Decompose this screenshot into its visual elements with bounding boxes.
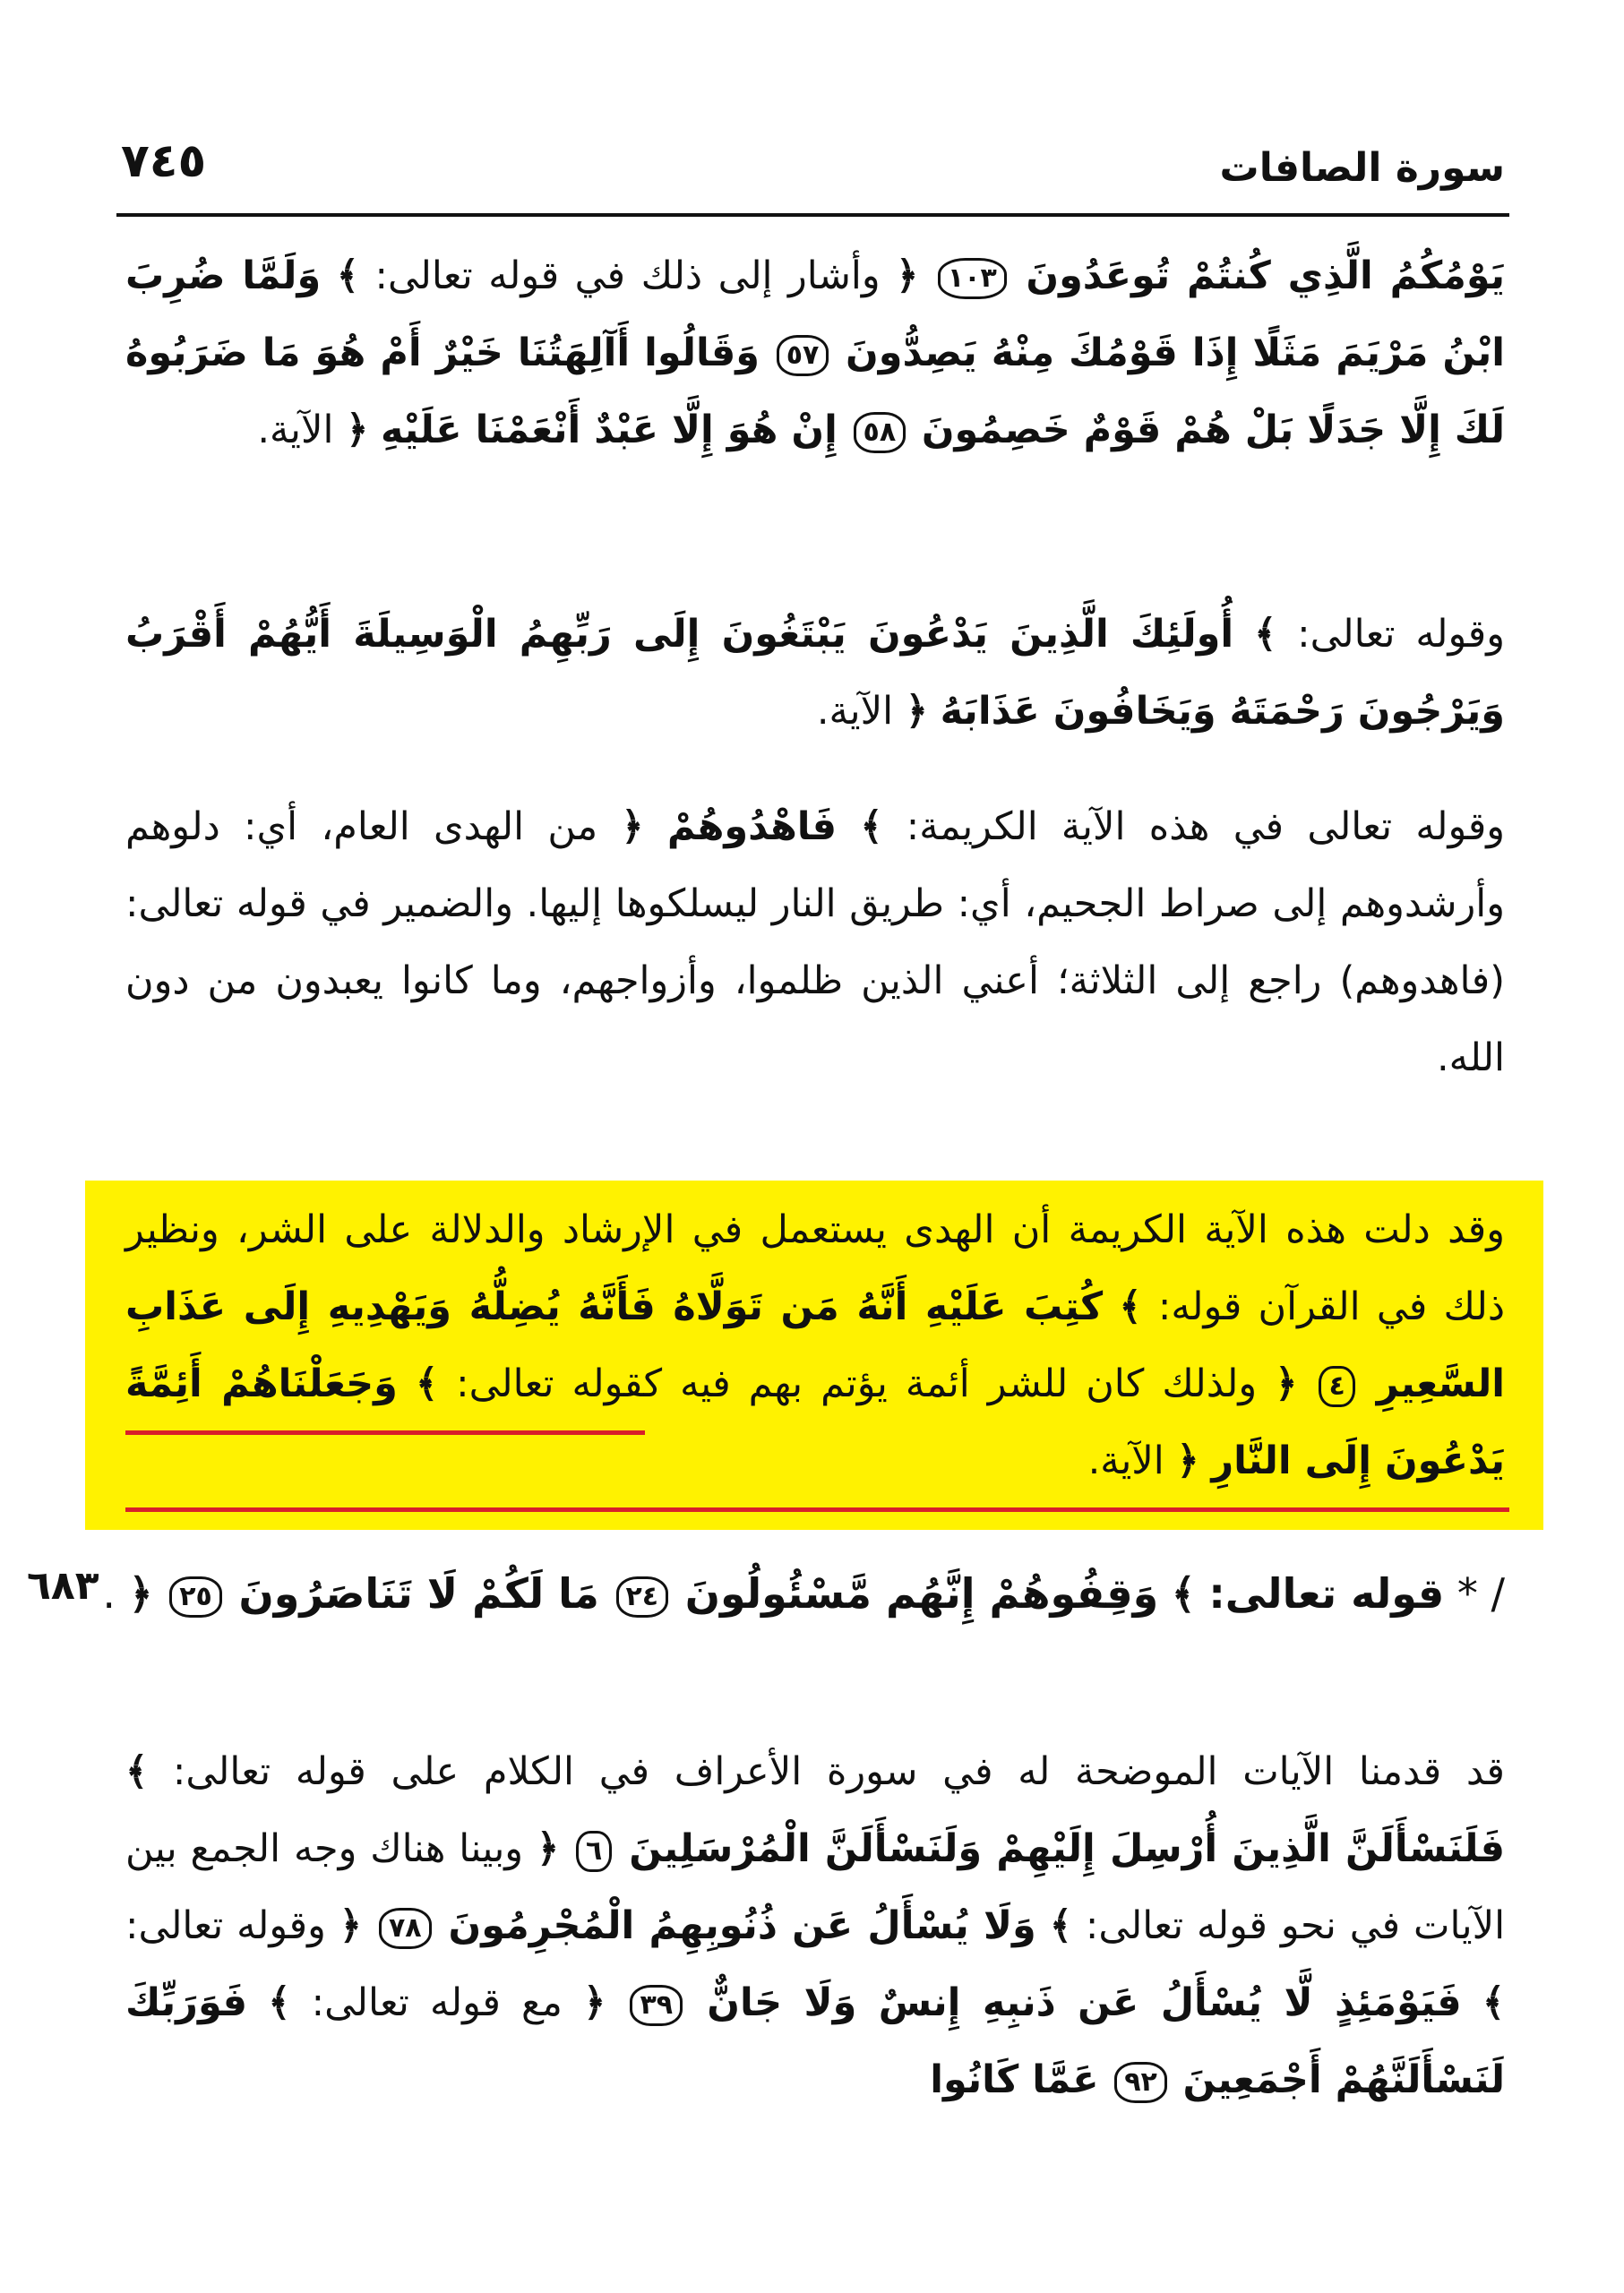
verse-close-bracket: ﴿ bbox=[536, 1826, 560, 1871]
commentary-text: الآية. bbox=[1087, 1438, 1164, 1483]
heading-lead: قوله تعالى: bbox=[1208, 1569, 1445, 1618]
heading-slash: / bbox=[1491, 1569, 1505, 1618]
quran-verse: وَقِفُوهُمْ إِنَّهُم مَّسْئُولُونَ bbox=[684, 1569, 1159, 1618]
quran-verse: فَيَوْمَئِذٍ لَّا يُسْأَلُ عَن ذَنبِهِ إِنسٌ وَلَا جَانٌّ bbox=[707, 1980, 1462, 2025]
quran-verse: مَا لَكُمْ لَا تَنَاصَرُونَ bbox=[238, 1569, 599, 1618]
quran-verse: وَجَعَلْنَاهُمْ أَئِمَّةً يَدْعُونَ إِلَى النَّارِ bbox=[125, 1361, 1505, 1483]
header-divider bbox=[116, 213, 1509, 217]
quran-verse: إِنْ هُوَ إِلَّا عَبْدٌ أَنْعَمْنَا عَلَيْهِ bbox=[381, 408, 838, 452]
quran-verse: وَلَا يُسْأَلُ عَن ذُنُوبِهِمُ الْمُجْرِمُونَ bbox=[448, 1903, 1036, 1948]
ayah-number-marker: ٢٥ bbox=[169, 1576, 222, 1618]
commentary-text: من الهدى العام، أي: دلوهم وأرشدوهم إلى صراط الجحيم، أي: طريق النار ليسلكوها إليها. والضمير في قوله تعالى: (فاهدوهم) راجع إلى الثلاثة؛ أعني الذين ظلموا، وأزواجهم، وما كانوا يعبدون من دون الله. bbox=[125, 804, 1505, 1080]
commentary-text: ولذلك كان للشر أئمة يؤتم بهم فيه كقوله تعالى: bbox=[456, 1361, 1258, 1406]
ayah-number-marker: ٥٨ bbox=[854, 412, 907, 453]
verse-close-bracket: ﴿ bbox=[339, 1903, 362, 1948]
ayah-number-marker: ٤ bbox=[1319, 1366, 1354, 1407]
verse-open-bracket: ﴾ bbox=[1049, 1903, 1072, 1948]
quran-verse: يَوْمُكُمُ الَّذِي كُنتُمْ تُوعَدُونَ bbox=[1026, 253, 1506, 298]
paragraph-2 bbox=[125, 596, 1505, 750]
verse-close-bracket: ﴿ bbox=[1176, 1438, 1199, 1483]
paragraph-5 bbox=[125, 1733, 1505, 2118]
verse-close-bracket: ﴿ bbox=[1275, 1361, 1298, 1406]
quran-verse: فَاهْدُوهُمْ bbox=[666, 804, 838, 849]
verse-open-bracket: ﴾ bbox=[336, 253, 359, 298]
verse-close-bracket: ﴿ bbox=[905, 689, 928, 734]
quran-verse: أُولَئِكَ الَّذِينَ يَدْعُونَ يَبْتَغُونَ إِلَى رَبِّهِمُ الْوَسِيلَةَ أَيُّهُمْ أَقْرَبُ وَيَرْجُونَ رَحْمَتَهُ وَيَخَافُونَ عَذَابَهُ bbox=[125, 612, 1505, 734]
page-header bbox=[121, 134, 1505, 206]
commentary-text: وقد دلت هذه الآية الكريمة أن الهدى يستعمل في الإرشاد والدلالة على الشر، ونظير ذلك في القرآن قوله: bbox=[125, 1207, 1506, 1329]
verse-open-bracket: ﴾ bbox=[415, 1361, 439, 1406]
paragraph-1 bbox=[125, 237, 1505, 468]
verse-close-bracket: ﴿ bbox=[896, 253, 919, 298]
quran-verse: وَلَمَّا ضُرِبَ ابْنُ مَرْيَمَ مَثَلًا إِذَا قَوْمُكَ مِنْهُ يَصِدُّونَ bbox=[125, 253, 1506, 375]
verse-open-bracket: ﴾ bbox=[268, 1980, 291, 2025]
quran-verse: كُتِبَ عَلَيْهِ أَنَّهُ مَن تَوَلَّاهُ فَأَنَّهُ يُضِلُّهُ وَيَهْدِيهِ إِلَى عَذَابِ السَّعِيرِ bbox=[125, 1284, 1505, 1406]
commentary-text: مع قوله تعالى: bbox=[311, 1980, 563, 2025]
red-underline bbox=[125, 1430, 645, 1435]
ayah-number-marker: ٦ bbox=[576, 1831, 612, 1872]
verse-close-bracket: ﴿ bbox=[621, 804, 644, 849]
quran-verse: وَقَالُوا أَآلِهَتُنَا خَيْرٌ أَمْ هُوَ مَا ضَرَبُوهُ لَكَ إِلَّا جَدَلًا بَلْ هُمْ قَوْمٌ خَصِمُونَ bbox=[125, 331, 1505, 452]
verse-close-bracket: ﴿ bbox=[583, 1980, 606, 2025]
verse-open-bracket: ﴾ bbox=[125, 1749, 149, 1794]
verse-open-bracket: ﴾ bbox=[1119, 1284, 1142, 1329]
commentary-text: الآية. bbox=[257, 408, 334, 452]
ayah-number-marker: ٧٨ bbox=[379, 1908, 432, 1949]
paragraph-3 bbox=[125, 788, 1505, 1096]
verse-close-bracket: ﴿ bbox=[346, 408, 369, 452]
commentary-text: وبينا هناك وجه الجمع بين الآيات في نحو قوله تعالى: bbox=[125, 1826, 1506, 1948]
ayah-number-marker: ١٠٣ bbox=[938, 258, 1007, 299]
commentary-text: وقوله تعالى: bbox=[1297, 612, 1506, 657]
verse-open-bracket: ﴾ bbox=[860, 804, 883, 849]
commentary-text: وأشار إلى ذلك في قوله تعالى: bbox=[374, 253, 881, 298]
full-stop: . bbox=[102, 1569, 116, 1618]
verse-open-bracket: ﴾ bbox=[1482, 1980, 1506, 2025]
ayah-number-marker: ٩٢ bbox=[1114, 2062, 1167, 2103]
verse-close-bracket: ﴿ bbox=[128, 1569, 153, 1618]
quran-verse: عَمَّا كَانُوا bbox=[930, 2057, 1099, 2102]
ayah-number-marker: ٣٩ bbox=[630, 1985, 683, 2026]
verse-open-bracket: ﴾ bbox=[1171, 1569, 1196, 1618]
section-heading bbox=[27, 1554, 1505, 1633]
quran-verse: فَوَرَبِّكَ لَنَسْأَلَنَّهُمْ أَجْمَعِينَ bbox=[125, 1980, 1505, 2102]
commentary-text: وقوله تعالى في هذه الآية الكريمة: bbox=[906, 804, 1506, 849]
surah-title: سورة الصافات bbox=[1219, 145, 1505, 191]
paragraph-4-highlighted bbox=[125, 1191, 1505, 1499]
commentary-text: وقوله تعالى: bbox=[125, 1903, 326, 1948]
verse-open-bracket: ﴾ bbox=[1254, 612, 1277, 657]
quran-verse: فَلَنَسْأَلَنَّ الَّذِينَ أُرْسِلَ إِلَيْهِمْ وَلَنَسْأَلَنَّ الْمُرْسَلِينَ bbox=[629, 1826, 1506, 1871]
red-underline bbox=[125, 1507, 1509, 1512]
commentary-text: قد قدمنا الآيات الموضحة له في سورة الأعراف في الكلام على قوله تعالى: bbox=[172, 1749, 1505, 1794]
asterisk-icon: * bbox=[1456, 1569, 1478, 1618]
page-number: ٧٤٥ bbox=[121, 134, 207, 188]
ayah-number-marker: ٢٤ bbox=[616, 1576, 669, 1618]
commentary-text: الآية. bbox=[816, 689, 894, 734]
ayah-number-marker: ٥٧ bbox=[777, 335, 829, 376]
margin-reference-number: ٦٨٣ bbox=[27, 1563, 99, 1609]
